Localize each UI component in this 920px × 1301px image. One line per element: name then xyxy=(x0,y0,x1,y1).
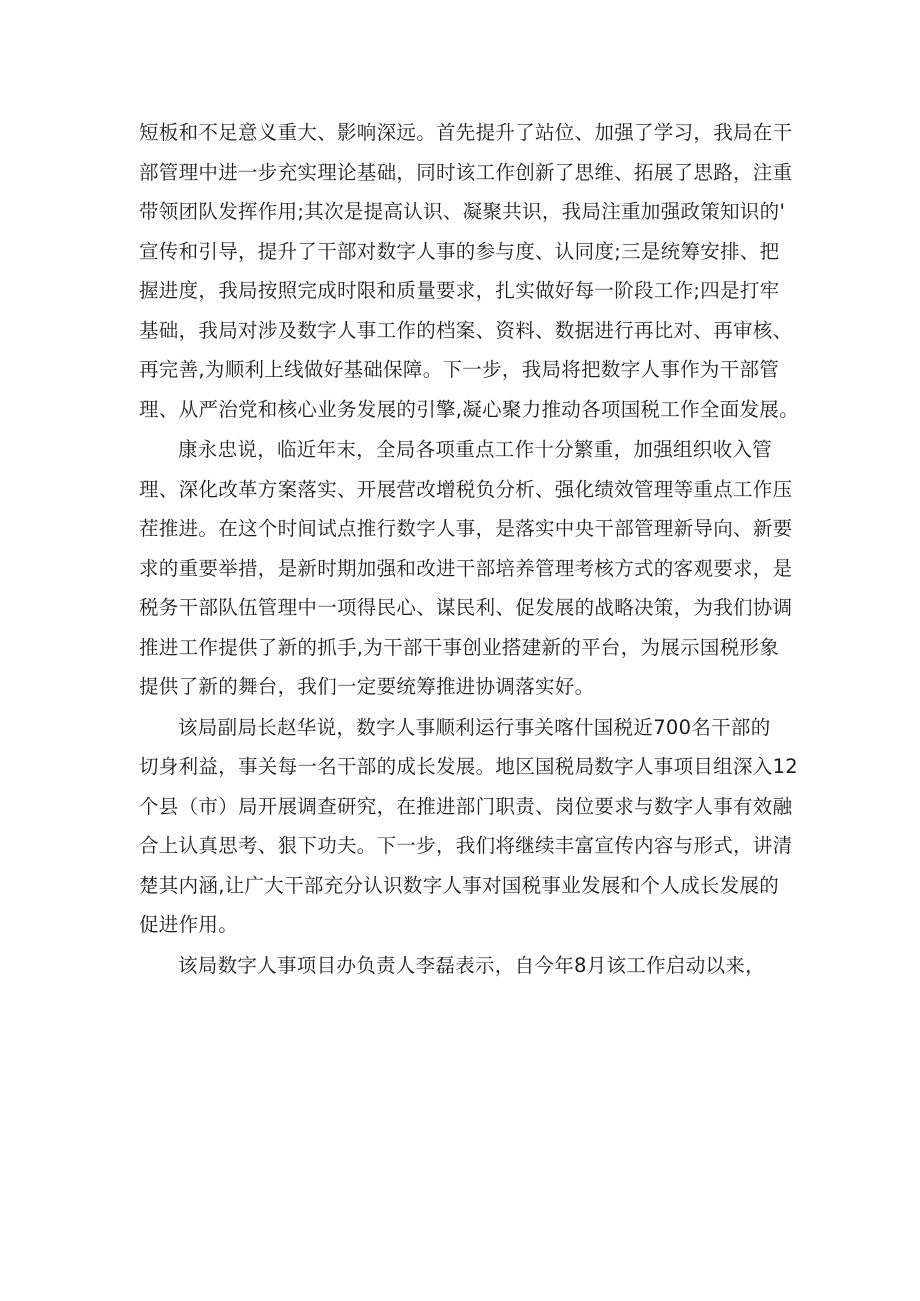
text-line: 促进作用。 xyxy=(139,913,239,936)
text-line: 康永忠说，临近年末，全局各项重点工作十分繁重，加强组织收入管 xyxy=(178,438,773,461)
text-line: 个县（市）局开展调查研究，在推进部门职责、岗位要求与数字人事有效融 xyxy=(139,794,793,818)
text-line: 该局数字人事项目办负责人李磊表示，自今年8月该工作启动以来， xyxy=(178,953,765,977)
text-line: 握进度，我局按照完成时限和质量要求，扎实做好每一阶段工作;四是打牢 xyxy=(139,279,780,302)
text-line: 短板和不足意义重大、影响深远。首先提升了站位、加强了学习，我局在干 xyxy=(139,121,793,144)
text-line: 该局副局长赵华说，数字人事顺利运行事关喀什国税近700名干部的 xyxy=(178,715,771,739)
text-line: 理、从严治党和核心业务发展的引擎,凝心聚力推动各项国税工作全面发展。 xyxy=(139,397,799,421)
text-line: 基础，我局对涉及数字人事工作的档案、资料、数据进行再比对、再审核、 xyxy=(139,318,793,342)
text-line: 部管理中进一步充实理论基础，同时该工作创新了思维、拓展了思路，注重 xyxy=(139,160,793,184)
text-line: 税务干部队伍管理中一项得民心、谋民利、促发展的战略决策，为我们协调 xyxy=(139,596,793,619)
paragraph-2 xyxy=(139,430,799,707)
text-line: 推进工作提供了新的抓手,为干部干事创业搭建新的平台，为展示国税形象 xyxy=(139,635,780,659)
text-line: 理、深化改革方案落实、开展营改增税负分析、强化绩效管理等重点工作压 xyxy=(139,477,793,501)
text-line: 带领团队发挥作用;其次是提高认识、凝聚共识，我局注重加强政策知识的' xyxy=(139,200,786,223)
text-line: 提供了新的舞台，我们一定要统筹推进协调落实好。 xyxy=(139,675,595,698)
text-line: 求的重要举措，是新时期加强和改进干部培养管理考核方式的客观要求，是 xyxy=(139,556,793,580)
text-line: 楚其内涵,让广大干部充分认识数字人事对国税事业发展和个人成长发展的 xyxy=(139,873,780,897)
paragraph-3 xyxy=(139,708,799,945)
text-line: 宣传和引导，提升了干部对数字人事的参与度、认同度;三是统筹安排、把 xyxy=(139,239,780,263)
text-line: 切身利益，事关每一名干部的成长发展。地区国税局数字人事项目组深入12 xyxy=(139,755,799,778)
paragraph-1 xyxy=(139,113,799,429)
text-line: 合上认真思考、狠下功夫。下一步，我们将继续丰富宣传内容与形式，讲清 xyxy=(139,834,793,857)
paragraph-4 xyxy=(139,946,799,986)
text-line: 再完善,为顺利上线做好基础保障。下一步，我局将把数字人事作为干部管 xyxy=(139,358,780,381)
document-body xyxy=(139,113,799,985)
text-line: 茬推进。在这个时间试点推行数字人事，是落实中央干部管理新导向、新要 xyxy=(139,517,793,540)
